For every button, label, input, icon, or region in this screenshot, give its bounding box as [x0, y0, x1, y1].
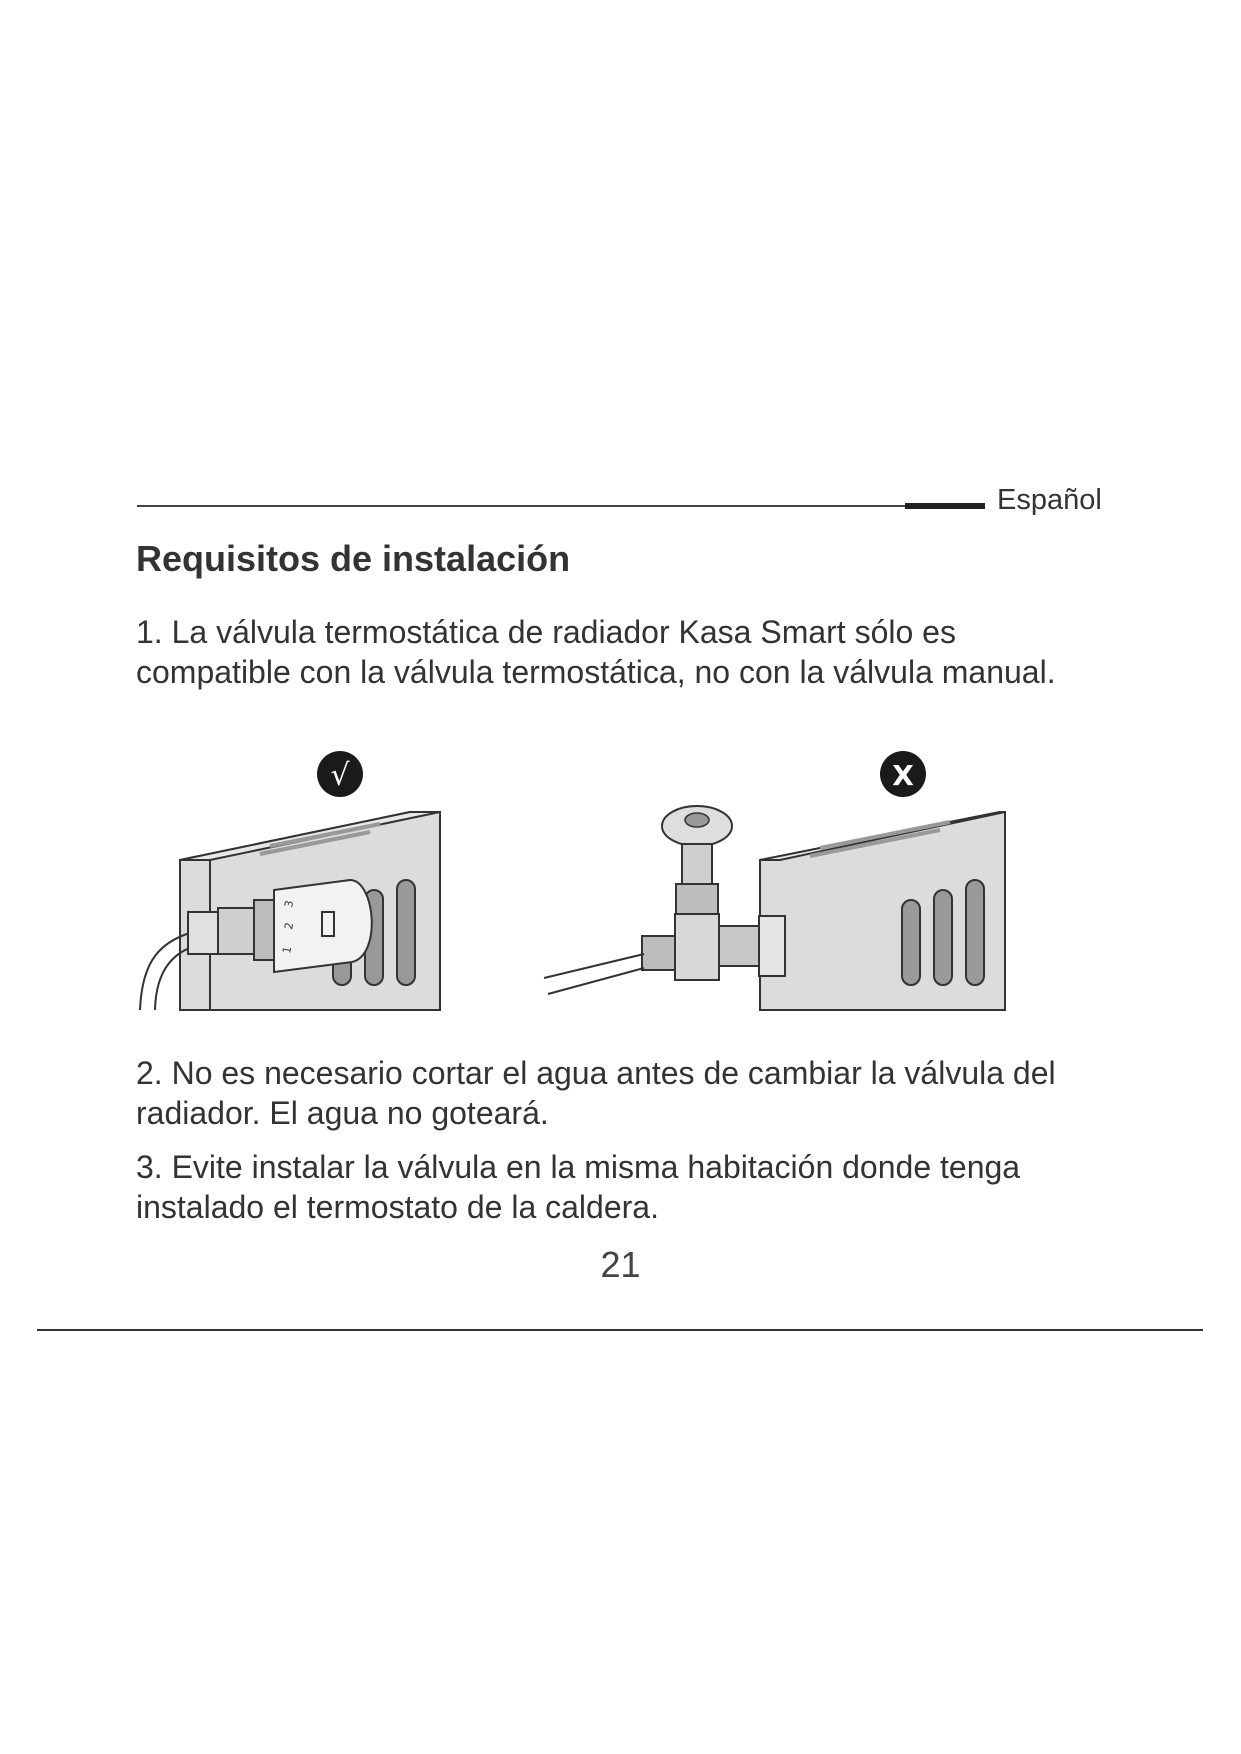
requirement-2: 2. No es necesario cortar el agua antes de cambiar la válvula del radiador. El agua no goteará.	[136, 1055, 1056, 1131]
svg-text:1: 1	[280, 945, 295, 955]
svg-text:2: 2	[282, 921, 297, 931]
requirement-3: 3. Evite instalar la válvula en la misma habitación donde tenga instalado el termostato de la caldera.	[136, 1149, 1021, 1225]
section-title: Requisitos de instalación	[136, 538, 571, 579]
incorrect-valve-figure	[544, 751, 1005, 1010]
radiator-right	[760, 812, 1005, 1010]
svg-text:√: √	[330, 758, 350, 793]
requirement-1: 1. La válvula termostática de radiador Kasa Smart sólo es compatible con la válvula termostática, no con la válvula manual.	[136, 614, 1056, 690]
page-number: 21	[600, 1244, 641, 1285]
manual-valve	[544, 806, 785, 994]
x-circle-icon	[880, 751, 926, 797]
header-rule-accent	[905, 503, 985, 509]
svg-text:X: X	[892, 759, 914, 792]
svg-text:3: 3	[282, 899, 297, 909]
check-circle-icon	[317, 751, 363, 797]
language-label: Español	[997, 484, 1102, 516]
valve-illustration	[120, 740, 1220, 1060]
correct-valve-figure	[140, 751, 440, 1010]
header-rule	[137, 505, 907, 507]
footer-rule	[37, 1329, 1203, 1331]
